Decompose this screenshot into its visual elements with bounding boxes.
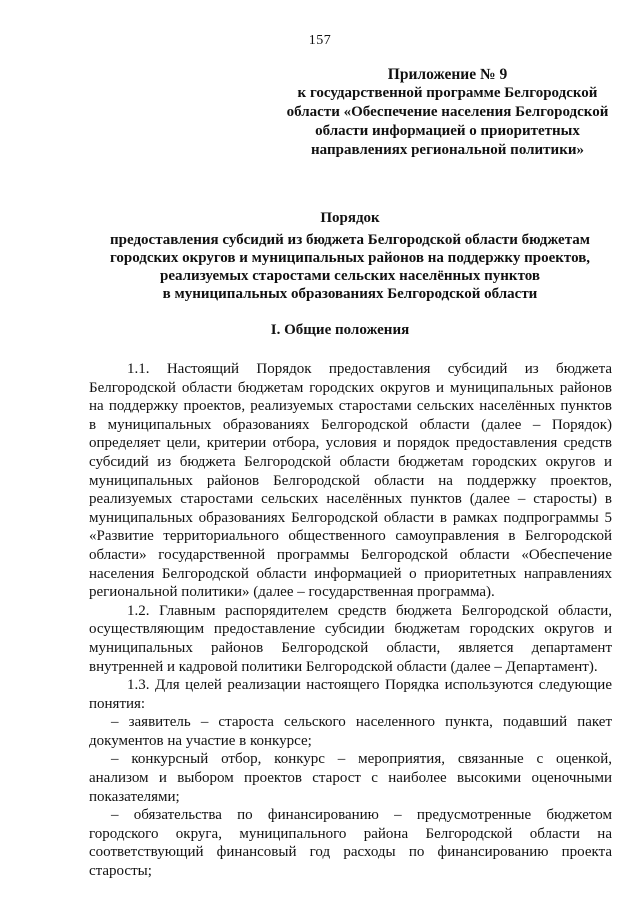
- text-line: муниципальных районов Белгородской области на поддержку проектов,: [89, 472, 612, 489]
- text-line: определяет цели, критерии отбора, условия и порядок предоставления средств: [89, 435, 612, 452]
- text-line: соответствующий финансовый год расходы по финансированию проекта: [89, 844, 612, 861]
- definition-funding-obligations: [89, 806, 612, 880]
- text-line: области» государственной программы Белгородской области «Обеспечение: [89, 546, 612, 563]
- text-line: 1.3. Для целей реализации настоящего Порядка используются следующие: [127, 677, 612, 694]
- text-line: старосты;: [89, 863, 152, 880]
- definition-competitive-selection: [89, 750, 612, 806]
- text-line: показателями;: [89, 788, 180, 805]
- paragraph-1-2: [89, 602, 612, 676]
- appendix-line: к государственной программе Белгородской: [297, 85, 598, 101]
- text-line: «Развитие территориального общественного самоуправления в Белгородской: [89, 528, 612, 545]
- body-text: [89, 360, 612, 881]
- text-line: реализуемых старостами сельских населённых пунктов (далее – старосты) в: [89, 491, 612, 508]
- text-line: региональной политики» (далее – государственная программа).: [89, 584, 495, 601]
- document-subtitle-line: реализуемых старостами сельских населённых пунктов: [160, 268, 540, 284]
- appendix-line: области «Обеспечение населения Белгородской: [286, 104, 609, 120]
- text-line: в муниципальных образованиях Белгородской области (далее – Порядок): [89, 416, 612, 433]
- text-line: муниципальных районов Белгородской области, является департамент: [89, 639, 612, 656]
- text-line: – заявитель – староста сельского населенного пункта, подавший пакет: [111, 714, 612, 731]
- text-line: внутренней и кадровой политики Белгородской области (далее – Департамент).: [89, 658, 598, 675]
- appendix-title: Приложение № 9: [387, 66, 508, 83]
- definition-applicant: [89, 713, 612, 750]
- appendix-header: [280, 65, 615, 160]
- document-subtitle-line: городских округов и муниципальных районов на поддержку проектов,: [109, 250, 591, 266]
- text-line: 1.1. Настоящий Порядок предоставления субсидий из бюджета: [127, 361, 612, 377]
- text-line: понятия:: [89, 695, 146, 712]
- document-subtitle-line: предоставления субсидий из бюджета Белгородской области бюджетам: [110, 232, 590, 248]
- text-line: осуществляющим предоставление субсидии бюджетам городских округов и: [89, 621, 612, 638]
- section-heading: I. Общие положения: [270, 322, 410, 338]
- appendix-line: области информацией о приоритетных: [315, 123, 580, 139]
- text-line: 1.2. Главным распорядителем средств бюджета Белгородской области,: [127, 602, 612, 619]
- text-line: анализом и выбором проектов старост с наиболее высокими оценочными: [89, 770, 612, 787]
- text-line: муниципальных образованиях Белгородской области в рамках подпрограммы 5: [89, 509, 612, 526]
- text-line: Белгородской области бюджетам городских округов и муниципальных районов: [89, 379, 612, 396]
- text-line: субсидий из бюджета Белгородской области бюджетам городских округов и: [89, 453, 612, 470]
- text-line: документов на участие в конкурсе;: [89, 732, 312, 749]
- paragraph-1-3: [89, 676, 612, 713]
- document-title-block: [80, 209, 620, 303]
- page-number: 157: [308, 33, 332, 48]
- document-subtitle-line: в муниципальных образованиях Белгородской области: [162, 286, 538, 302]
- text-line: населения Белгородской области информацией о приоритетных направлениях: [89, 565, 612, 582]
- text-line: – обязательства по финансированию – предусмотренные бюджетом: [111, 807, 612, 824]
- text-line: на поддержку проектов, реализуемых старостами сельских населённых пунктов: [89, 398, 612, 415]
- text-line: городского округа, муниципального района Белгородской области на: [89, 825, 612, 842]
- text-line: – конкурсный отбор, конкурс – мероприятия, связанные с оценкой,: [111, 751, 612, 768]
- appendix-line: направлениях региональной политики»: [311, 142, 584, 158]
- document-title: Порядок: [320, 210, 380, 226]
- paragraph-1-1: [89, 360, 612, 602]
